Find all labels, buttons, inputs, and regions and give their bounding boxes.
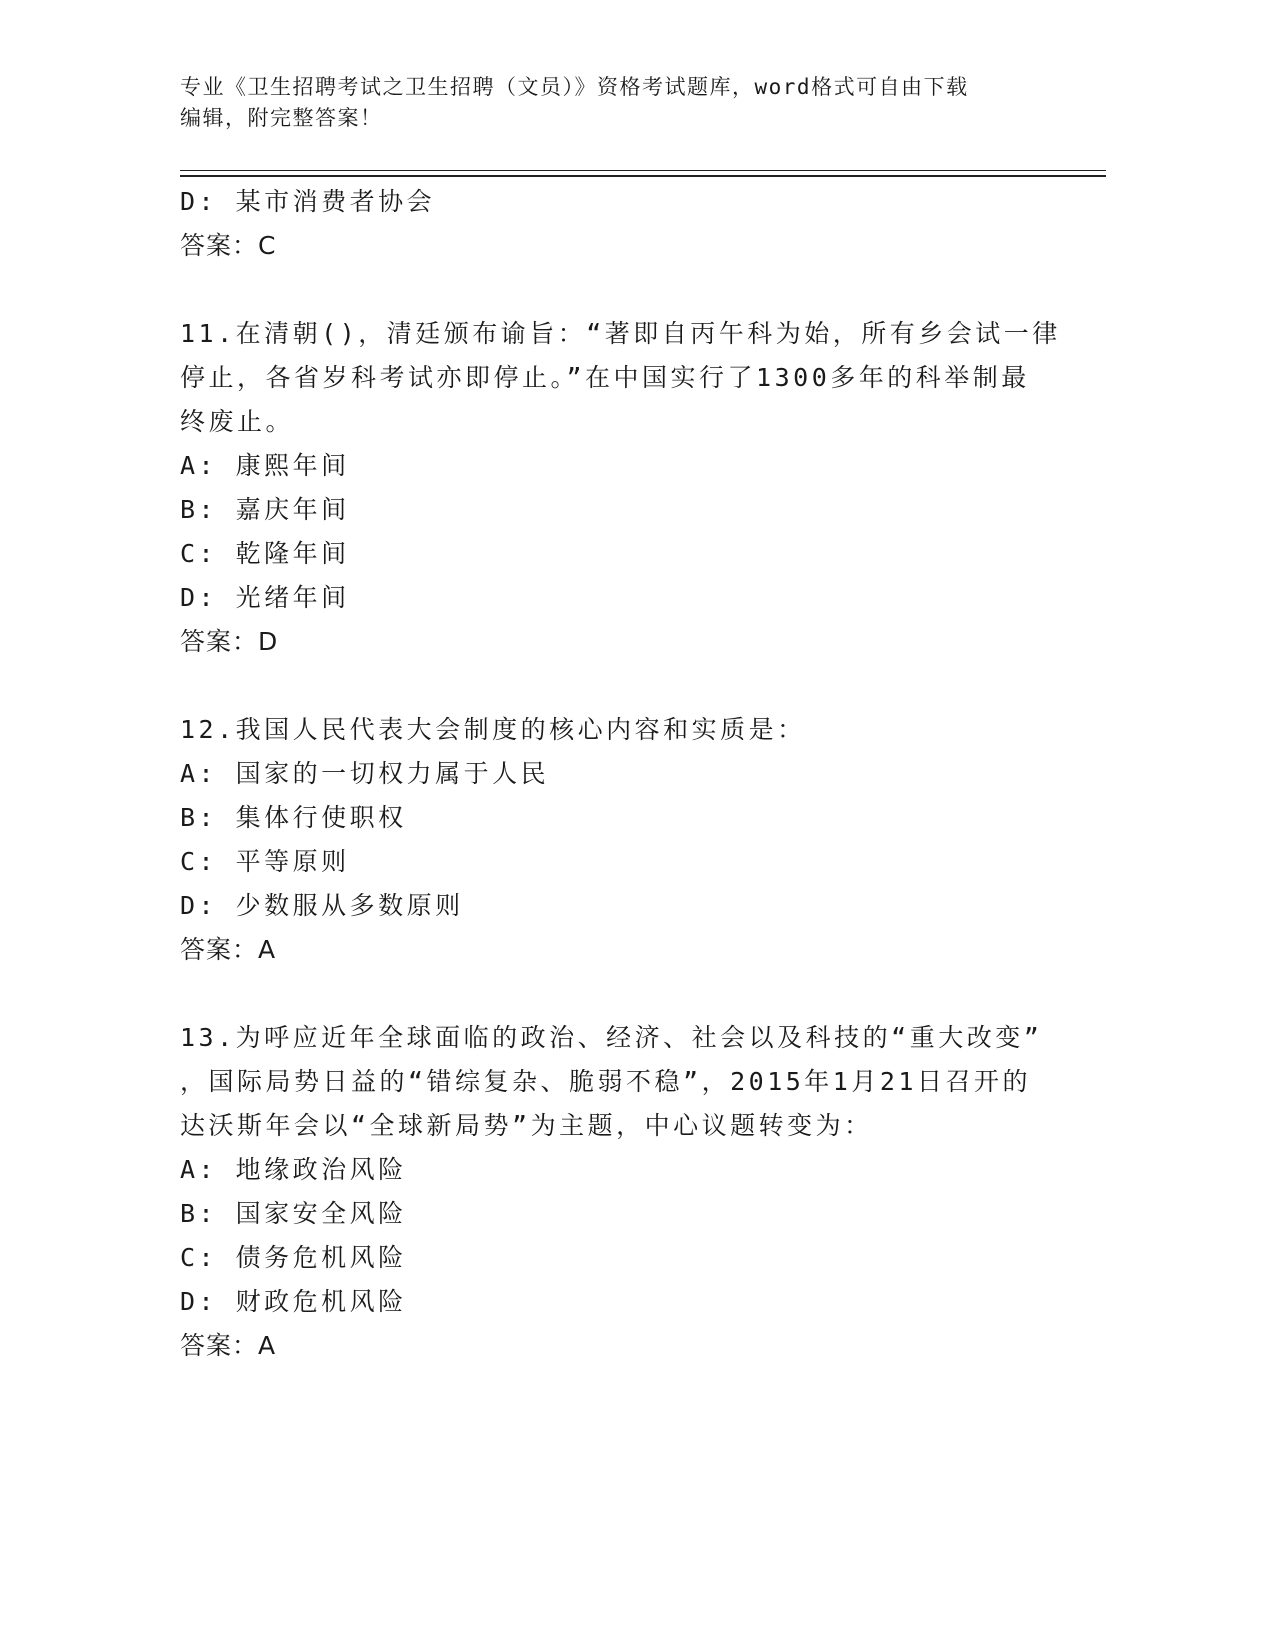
option-b: B: 国家安全风险 [180,1199,407,1228]
answer-line: 答案：D [180,627,279,656]
option-d: D: 少数服从多数原则 [180,891,464,920]
question-stem-line: 终废止。 [180,407,295,436]
question-stem-line: 停止，各省岁科考试亦即停止。”在中国实行了1300多年的科举制最 [180,363,1030,392]
question-stem-line: 13.为呼应近年全球面临的政治、经济、社会以及科技的“重大改变” [180,1023,1043,1052]
answer-line: 答案：A [180,1331,277,1360]
answer-line: 答案：A [180,935,277,964]
question-13 [180,1016,1060,1368]
option-d: D: 财政危机风险 [180,1287,407,1316]
spacer [180,268,1060,312]
header-line-2: 编辑，附完整答案！ [180,106,383,130]
question-12 [180,708,1060,972]
question-content [180,180,1060,1368]
option-d: D: 光绪年间 [180,583,350,612]
header-line-1: 专业《卫生招聘考试之卫生招聘（文员）》资格考试题库，word格式可自由下载 [180,75,969,99]
option-d: D: 某市消费者协会 [180,187,436,216]
question-stem-line: 11.在清朝()，清廷颁布谕旨：“著即自丙午科为始，所有乡会试一律 [180,319,1061,348]
previous-question-tail [180,180,1060,268]
header-divider-thin [180,170,1106,171]
option-b: B: 集体行使职权 [180,803,407,832]
option-a: A: 康熙年间 [180,451,350,480]
option-c: C: 债务危机风险 [180,1243,407,1272]
option-c: C: 平等原则 [180,847,350,876]
spacer [180,972,1060,1016]
question-stem-line: 12.我国人民代表大会制度的核心内容和实质是： [180,715,806,744]
spacer [180,664,1060,708]
question-11 [180,312,1060,664]
option-b: B: 嘉庆年间 [180,495,350,524]
document-header [180,72,1060,134]
option-a: A: 国家的一切权力属于人民 [180,759,550,788]
question-stem-line: ，国际局势日益的“错综复杂、脆弱不稳”，2015年1月21日召开的 [180,1067,1031,1096]
question-stem-line: 达沃斯年会以“全球新局势”为主题，中心议题转变为： [180,1111,873,1140]
answer-line: 答案：C [180,231,277,260]
option-a: A: 地缘政治风险 [180,1155,407,1184]
header-divider-thick [180,175,1106,177]
option-c: C: 乾隆年间 [180,539,350,568]
